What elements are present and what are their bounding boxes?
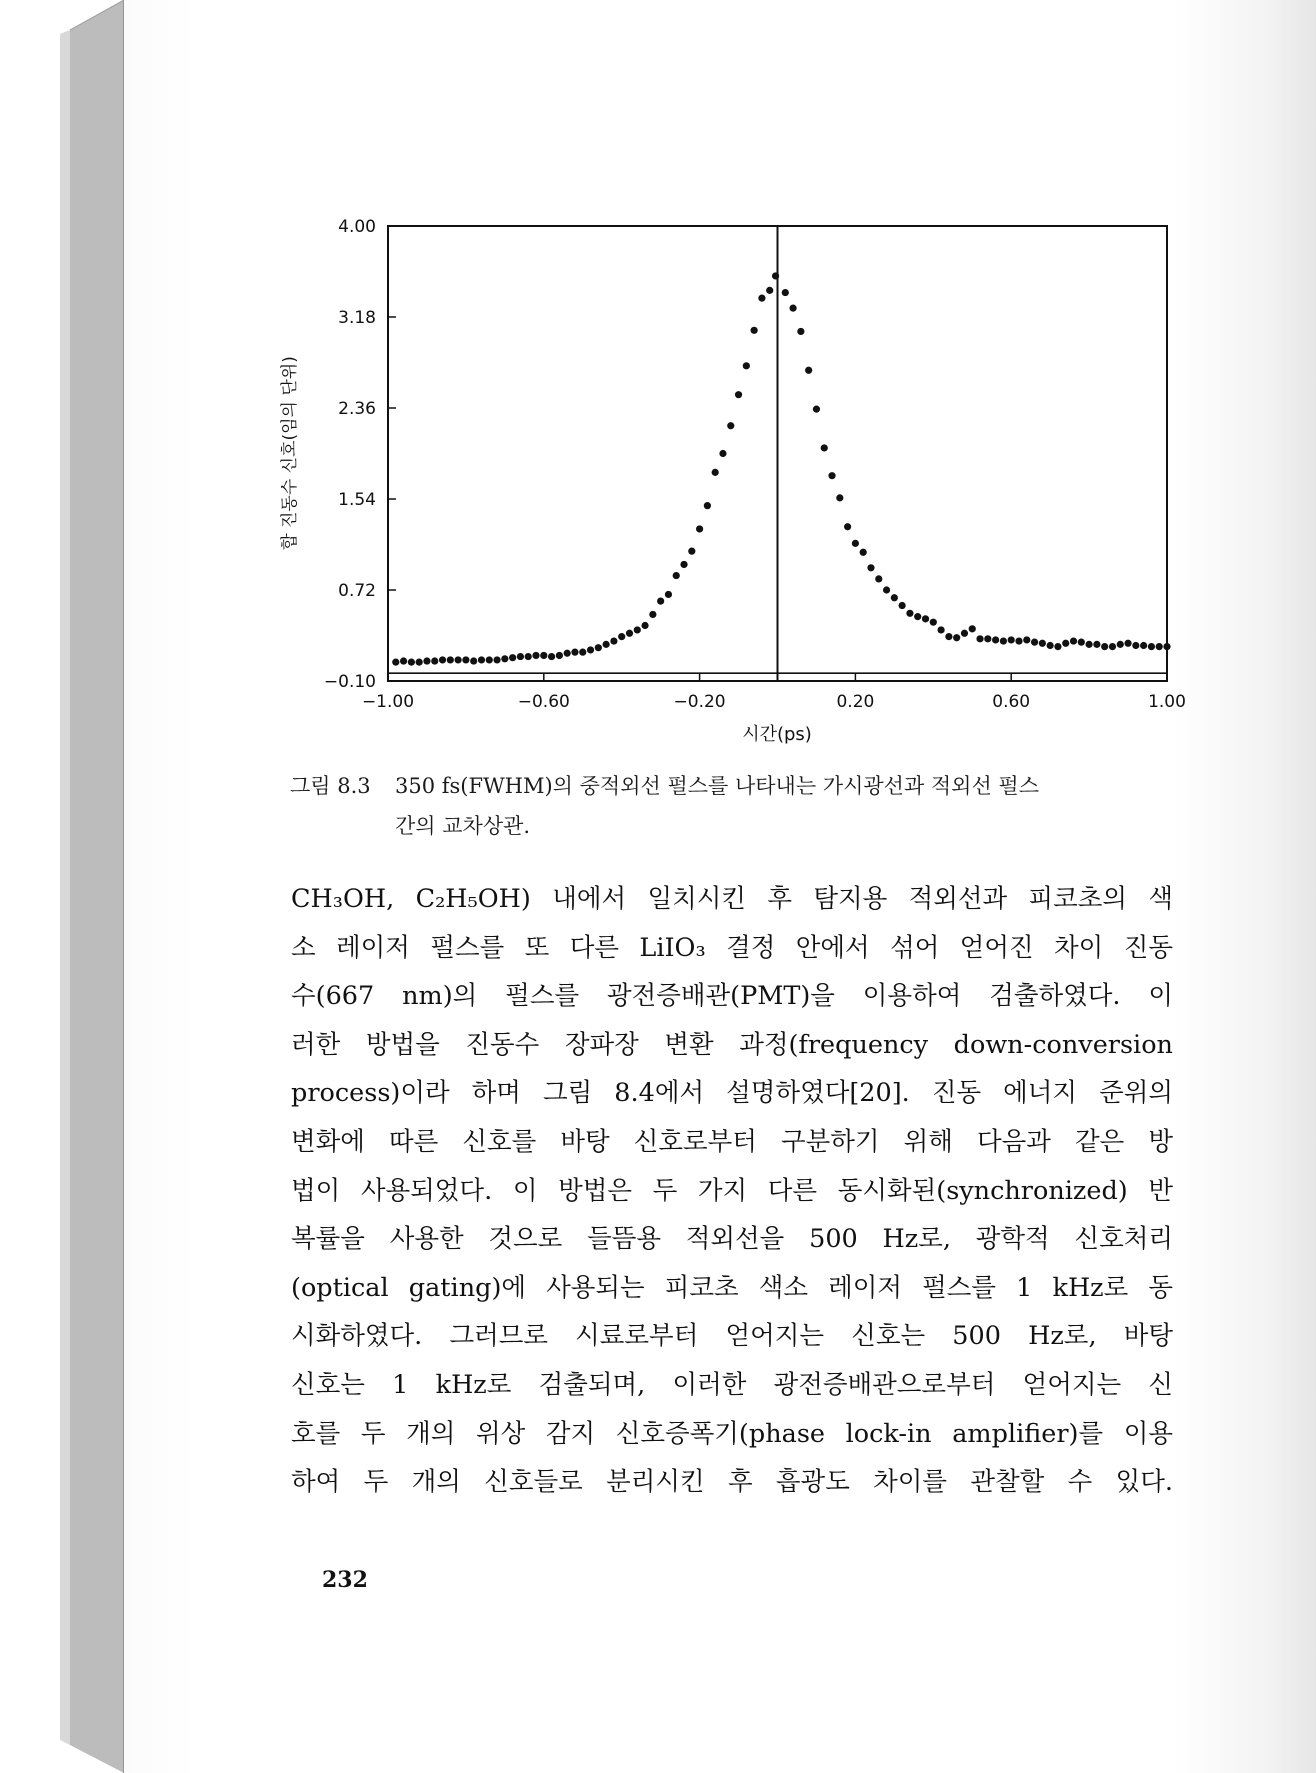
x-tick-label: −1.00 xyxy=(361,692,415,712)
data-point xyxy=(525,653,532,660)
y-tick-label: −0.10 xyxy=(323,672,376,692)
data-point xyxy=(891,594,898,601)
data-point xyxy=(797,328,804,335)
body-line: CH₃OH, C₂H₅OH) 내에서 일치시킨 후 탐지용 적외선과 피코초의 색 xyxy=(291,884,1173,914)
data-point xyxy=(867,564,874,571)
data-point xyxy=(447,656,454,663)
data-point xyxy=(1031,639,1038,646)
body-line: 하여 두 개의 신호들로 분리시킨 후 흡광도 차이를 관찰할 수 있다. xyxy=(291,1467,1173,1498)
data-point xyxy=(556,652,563,659)
data-point xyxy=(704,502,711,509)
data-point xyxy=(1008,636,1015,643)
body-line: 러한 방법을 진동수 장파장 변환 과정(frequency down-conversion xyxy=(291,1029,1173,1060)
body-line: (optical gating)에 사용되는 피코초 색소 레이저 펄스를 1 kHz로 동 xyxy=(291,1272,1173,1303)
body-line: 법이 사용되었다. 이 방법은 두 가지 다른 동시화된(synchronized) 반 xyxy=(291,1175,1173,1206)
chart-svg xyxy=(250,200,1210,760)
data-point xyxy=(945,633,952,640)
figure-label: 그림 8.3 xyxy=(290,774,371,798)
data-point xyxy=(782,289,789,296)
data-point xyxy=(789,305,796,312)
caption-line-1: 350 fs(FWHM)의 중적외선 펄스를 나타내는 가시광선과 적외선 펄스 xyxy=(395,774,1040,798)
data-point xyxy=(937,626,944,633)
data-point xyxy=(665,591,672,598)
y-tick-label: 2.36 xyxy=(338,399,376,419)
body-line: 소 레이저 펄스를 또 다른 LiIO₃ 결정 안에서 섞어 얻어진 차이 진동 xyxy=(291,932,1173,963)
data-point xyxy=(1117,641,1124,648)
data-point xyxy=(595,644,602,651)
y-tick-label: 4.00 xyxy=(338,217,376,237)
data-point xyxy=(1140,642,1147,649)
data-point xyxy=(1086,641,1093,648)
data-point xyxy=(766,287,773,294)
data-point xyxy=(1015,637,1022,644)
data-point xyxy=(1039,640,1046,647)
x-tick-label: −0.20 xyxy=(673,692,726,712)
data-point xyxy=(493,656,500,663)
data-point xyxy=(1078,639,1085,646)
data-point xyxy=(899,602,906,609)
data-point xyxy=(1070,637,1077,644)
data-point xyxy=(961,630,968,637)
data-point xyxy=(1062,640,1069,647)
data-point xyxy=(976,635,983,642)
data-point xyxy=(805,367,812,374)
data-point xyxy=(1132,642,1139,649)
x-tick-label: 0.60 xyxy=(992,692,1031,712)
data-point xyxy=(564,650,571,657)
data-point xyxy=(1000,637,1007,644)
body-line: 호를 두 개의 위상 감지 신호증폭기(phase lock-in amplifier)를 이용 xyxy=(291,1418,1173,1449)
data-point xyxy=(392,659,399,666)
data-point xyxy=(431,657,438,664)
data-point xyxy=(758,295,765,302)
data-point xyxy=(953,634,960,641)
data-point xyxy=(579,649,586,656)
data-point xyxy=(772,272,779,279)
figure-caption xyxy=(290,766,1190,846)
x-tick-label: 0.20 xyxy=(836,692,875,712)
data-point xyxy=(1047,642,1054,649)
caption-line-2: 간의 교차상관. xyxy=(395,814,531,838)
data-point xyxy=(836,494,843,501)
page-number: 232 xyxy=(322,1567,368,1593)
data-point xyxy=(696,525,703,532)
x-axis-label: 시간(ps) xyxy=(742,724,812,745)
data-point xyxy=(821,444,828,451)
y-tick-label: 1.54 xyxy=(338,490,376,510)
body-line: 신호는 1 kHz로 검출되며, 이러한 광전증배관으로부터 얻어지는 신 xyxy=(291,1369,1173,1400)
y-axis-label: 합 진동수 신호(임의 단위) xyxy=(280,356,300,550)
data-point xyxy=(1023,636,1030,643)
data-point xyxy=(1109,643,1116,650)
data-point xyxy=(408,659,415,666)
data-point xyxy=(875,575,882,582)
data-point xyxy=(719,450,726,457)
data-point xyxy=(517,653,524,660)
data-point xyxy=(571,649,578,656)
data-point xyxy=(860,549,867,556)
data-point xyxy=(610,637,617,644)
data-point xyxy=(1163,643,1170,650)
data-point xyxy=(532,652,539,659)
data-point xyxy=(1156,643,1163,650)
data-point xyxy=(673,572,680,579)
data-point xyxy=(439,656,446,663)
data-point xyxy=(470,657,477,664)
data-point xyxy=(735,391,742,398)
data-point xyxy=(1148,643,1155,650)
data-point xyxy=(914,613,921,620)
data-point xyxy=(727,422,734,429)
data-point xyxy=(813,406,820,413)
body-line: 복률을 사용한 것으로 들뜸용 적외선을 500 Hz로, 광학적 신호처리 xyxy=(291,1224,1173,1255)
data-point xyxy=(984,635,991,642)
data-point xyxy=(1101,643,1108,650)
data-point xyxy=(400,657,407,664)
data-point xyxy=(478,656,485,663)
data-point xyxy=(486,656,493,663)
data-point xyxy=(416,659,423,666)
data-point xyxy=(634,626,641,633)
cross-correlation-chart xyxy=(250,200,1210,760)
data-point xyxy=(1124,640,1131,647)
data-point xyxy=(743,362,750,369)
x-tick-label: 1.00 xyxy=(1148,692,1186,712)
data-point xyxy=(455,656,462,663)
data-point xyxy=(852,540,859,547)
data-point xyxy=(657,597,664,604)
body-line: 시화하였다. 그러므로 시료로부터 얻어지는 신호는 500 Hz로, 바탕 xyxy=(291,1321,1173,1352)
data-point xyxy=(992,636,999,643)
data-point xyxy=(922,615,929,622)
y-tick-label: 3.18 xyxy=(338,308,376,328)
book-spine xyxy=(0,0,124,1773)
data-point xyxy=(969,625,976,632)
body-line: 수(667 nm)의 펄스를 광전증배관(PMT)을 이용하여 검출하였다. 이 xyxy=(291,981,1173,1012)
data-point xyxy=(618,633,625,640)
data-point xyxy=(603,641,610,648)
data-point xyxy=(509,654,516,661)
data-point xyxy=(688,548,695,555)
data-point xyxy=(587,646,594,653)
data-point xyxy=(828,472,835,479)
data-point xyxy=(501,655,508,662)
data-point xyxy=(649,611,656,618)
data-point xyxy=(930,619,937,626)
data-point xyxy=(712,469,719,476)
data-point xyxy=(844,523,851,530)
data-point xyxy=(883,586,890,593)
data-point xyxy=(641,622,648,629)
body-paragraph xyxy=(291,875,1173,1507)
data-point xyxy=(626,630,633,637)
data-point xyxy=(423,657,430,664)
body-line: 변화에 따른 신호를 바탕 신호로부터 구분하기 위해 다음과 같은 방 xyxy=(291,1126,1173,1157)
data-point xyxy=(1054,643,1061,650)
data-point xyxy=(751,327,758,334)
data-point xyxy=(462,656,469,663)
data-point xyxy=(680,561,687,568)
data-point xyxy=(1093,641,1100,648)
data-point xyxy=(548,653,555,660)
data-point xyxy=(540,652,547,659)
x-tick-label: −0.60 xyxy=(517,692,570,712)
data-point xyxy=(906,610,913,617)
body-line: process)이라 하며 그림 8.4에서 설명하였다[20]. 진동 에너지 준위의 xyxy=(291,1078,1173,1109)
y-tick-label: 0.72 xyxy=(338,581,376,601)
